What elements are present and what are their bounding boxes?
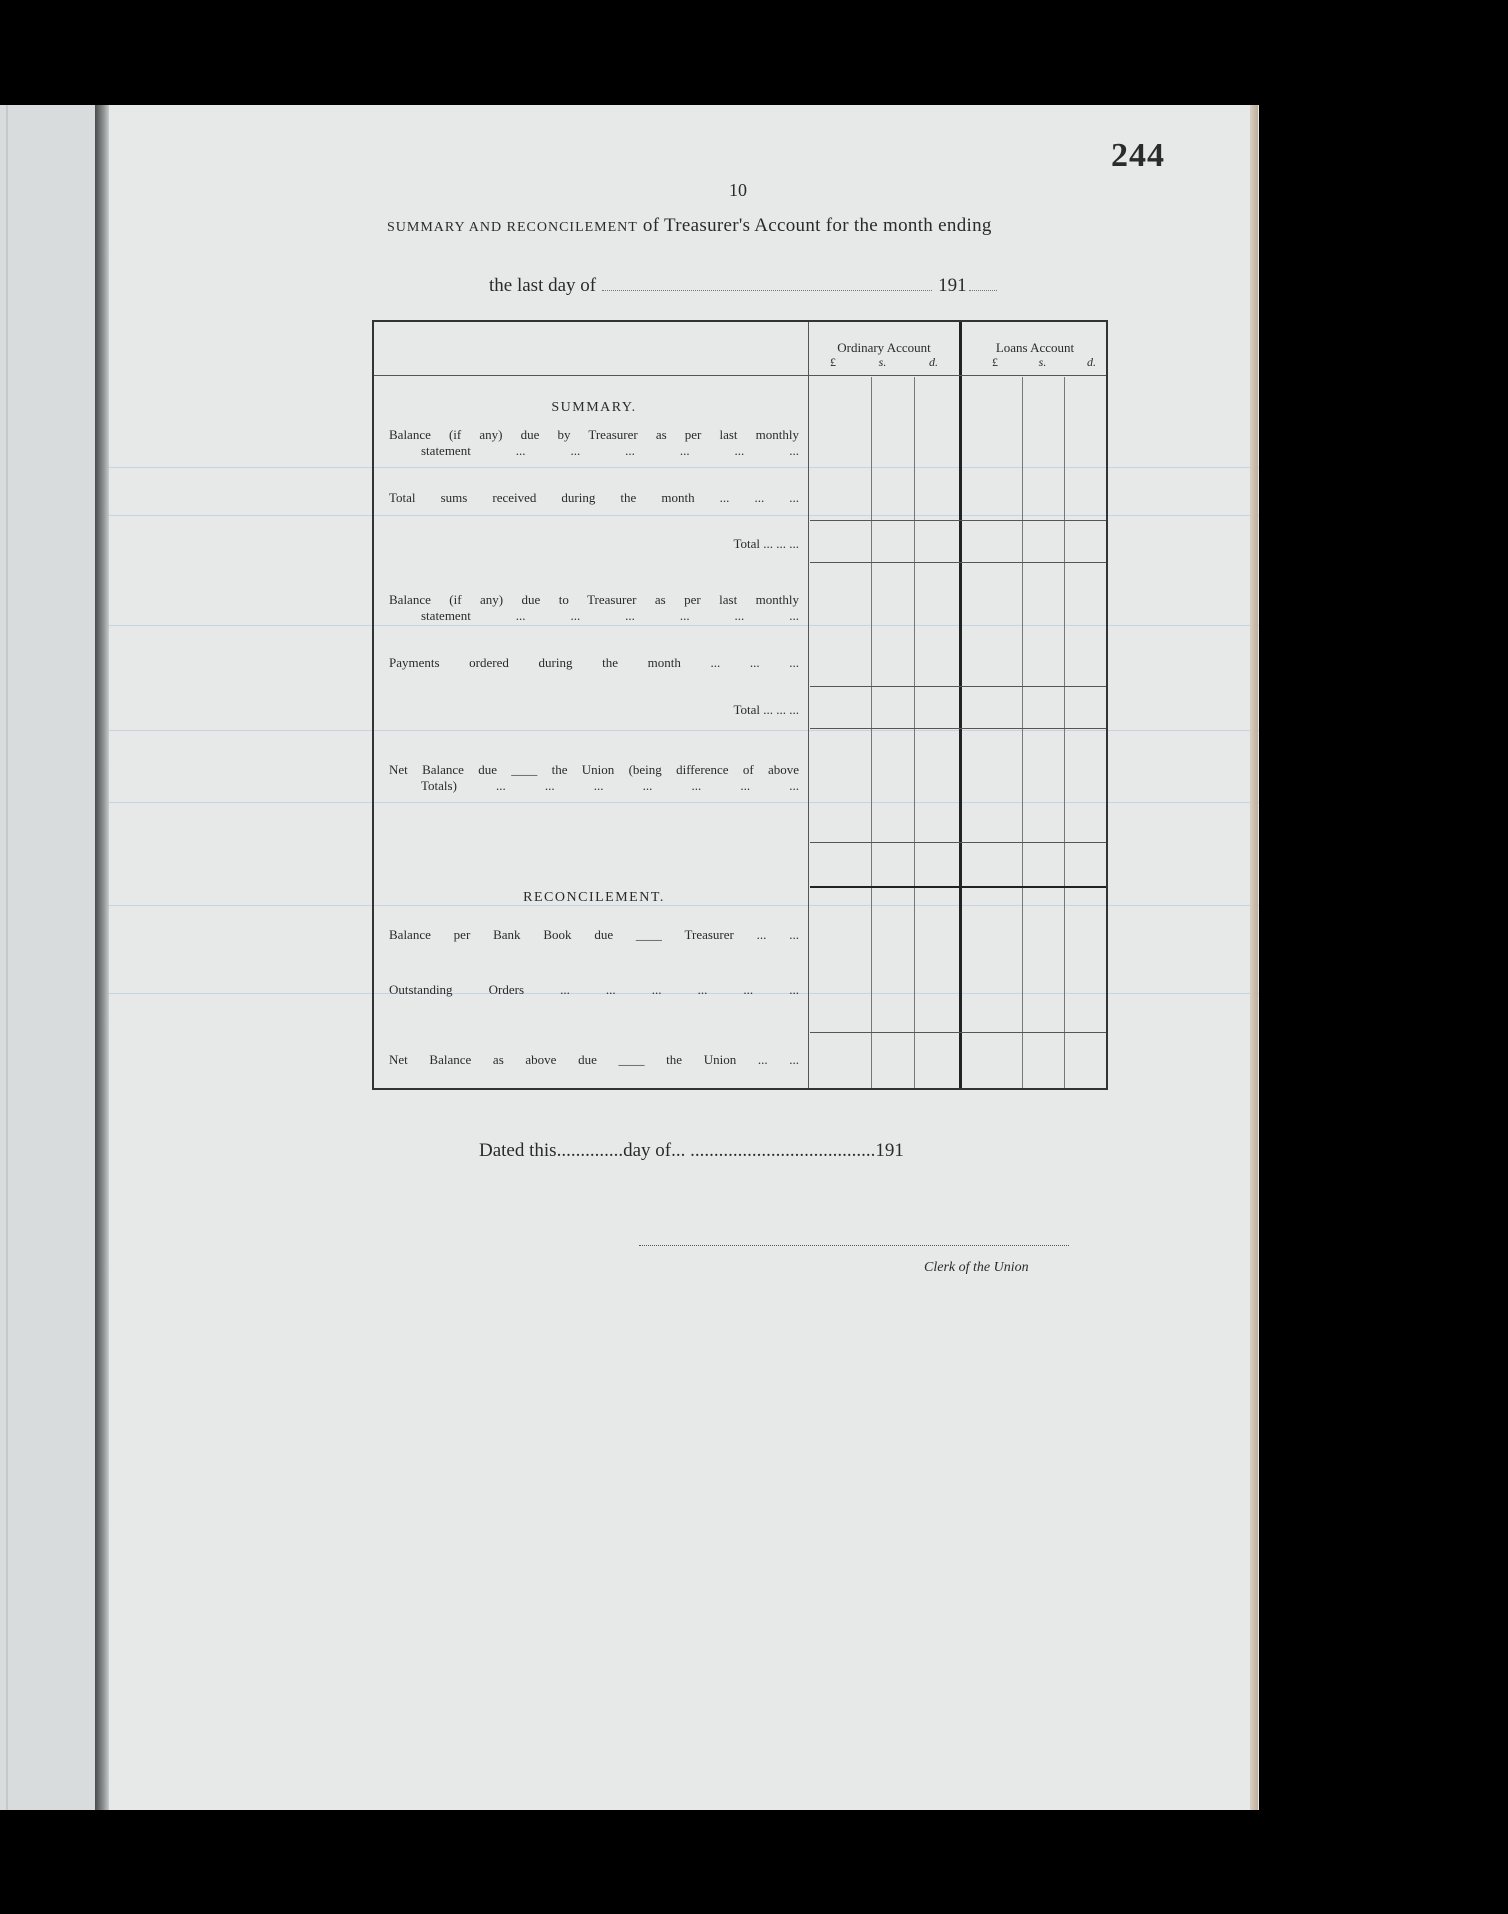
loans-pence-header: d.	[1086, 355, 1096, 369]
ordinary-shillings-header: s.	[878, 355, 887, 369]
subheading-year: 191	[938, 275, 967, 296]
row-balance-by-treasurer: Balance (if any) due by Treasurer as per last monthly statement ... ... ... ... ... ...	[389, 427, 799, 458]
loans-account-header	[962, 340, 1108, 370]
dated-line: Dated this..............day of... .......................................191	[479, 1140, 904, 1161]
page-number: 244	[1111, 137, 1165, 174]
loans-account-title: Loans Account	[995, 340, 1075, 355]
row-payments-ordered: Payments ordered during the month ... ... ...	[389, 655, 799, 670]
ordinary-pounds-header: £	[830, 355, 836, 369]
dated-mid: day of	[623, 1140, 672, 1161]
form-heading	[387, 215, 992, 237]
row-total-received: Total sums received during the month ... ... ...	[389, 490, 799, 505]
row-net-balance: Net Balance due ____ the Union (being difference of above Totals) ... ... ... ... ... ... ...	[389, 762, 799, 793]
subheading-prefix: the last day of	[489, 275, 597, 296]
row-bank-book-balance: Balance per Bank Book due ____ Treasurer ... ...	[389, 927, 799, 942]
ledger-page	[109, 105, 1259, 1810]
book-spine	[95, 105, 109, 1810]
loans-pounds-header: £	[992, 355, 998, 369]
date-blank[interactable]	[602, 290, 932, 291]
ordinary-account-title: Ordinary Account	[837, 340, 931, 355]
folio-number: 10	[729, 180, 747, 200]
dated-year: 191	[875, 1140, 904, 1161]
signature-line[interactable]	[639, 1245, 1069, 1246]
heading-small-caps: SUMMARY AND RECONCILEMENT	[387, 220, 638, 235]
year-blank[interactable]	[969, 290, 997, 291]
reconcilement-title: RECONCILEMENT.	[523, 890, 665, 905]
summary-title: SUMMARY.	[551, 400, 637, 415]
dated-prefix: Dated this	[479, 1140, 557, 1161]
row-balance-to-treasurer: Balance (if any) due to Treasurer as per last monthly statement ... ... ... ... ... ...	[389, 592, 799, 623]
row-net-balance-above: Net Balance as above due ____ the Union ... ...	[389, 1052, 799, 1067]
row-outstanding-orders: Outstanding Orders ... ... ... ... ... ...	[389, 982, 799, 997]
heading-rest: of Treasurer's Account for the month ending	[642, 215, 992, 236]
account-table	[372, 320, 1108, 1090]
row-total-2: Total ... ... ...	[733, 702, 799, 717]
left-facing-page	[0, 105, 97, 1810]
loans-shillings-header: s.	[1038, 355, 1047, 369]
ordinary-pence-header: d.	[928, 355, 938, 369]
signature-caption: Clerk of the Union	[924, 1260, 1029, 1275]
page-edge	[1250, 105, 1258, 1810]
ordinary-account-header	[810, 340, 958, 370]
form-subheading	[489, 275, 999, 297]
row-total-1: Total ... ... ...	[733, 536, 799, 551]
